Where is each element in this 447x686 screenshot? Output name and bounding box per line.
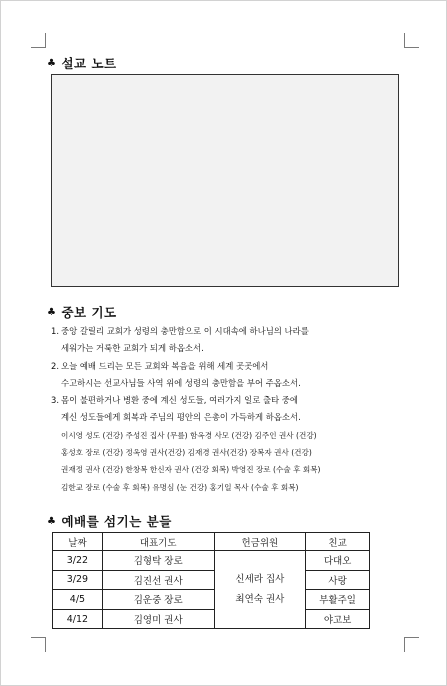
cell-date: 3/22 xyxy=(53,551,103,571)
table-row xyxy=(53,609,370,629)
cell-prayer: 김영미 권사 xyxy=(102,609,214,629)
cell-fellowship: 야고보 xyxy=(306,609,370,629)
prayer-item xyxy=(51,392,401,427)
table-header-row xyxy=(53,533,370,551)
table-row xyxy=(53,570,370,590)
cell-date: 3/29 xyxy=(53,570,103,590)
prayer-item-number: 1. xyxy=(51,326,59,336)
offering-name: 신세라 집사 xyxy=(235,573,285,585)
prayer-names-line: 김한교 장로 (수술 후 회복) 유명심 (눈 건강) 홍기일 목사 (수술 후 회복) xyxy=(61,482,299,492)
prayer-item-number: 2. xyxy=(51,360,59,371)
cell-date: 4/5 xyxy=(53,590,103,610)
prayer-item-text: 중앙 갈릴리 교회가 성령의 충만함으로 이 시대속에 하나님의 나라를 세워가는 거룩한 교회가 되게 하옵소서. xyxy=(61,326,309,354)
prayer-item xyxy=(51,323,401,358)
offering-name: 최연숙 권사 xyxy=(235,593,285,605)
prayer-title: 중보 기도 xyxy=(61,305,117,320)
cell-offering xyxy=(214,551,306,629)
club-icon: ♣ xyxy=(47,306,57,318)
prayer-heading xyxy=(47,303,117,321)
prayer-item-text: 몸이 불편하거나 병환 중에 계신 성도들, 여러가지 일로 출타 중에 계신 성도들에게 회복과 주님의 평안의 은총이 가득하게 하옵소서. xyxy=(61,395,301,423)
prayer-names-line: 홍성호 장로 (건강) 정옥영 권사(건강) 김재경 권사(건강) 장복자 권사 (건강) xyxy=(61,448,312,458)
servers-title: 예배를 섬기는 분들 xyxy=(61,514,172,529)
header-fellowship: 친교 xyxy=(306,533,370,551)
sermon-notes-box[interactable] xyxy=(51,74,399,287)
servers-heading xyxy=(47,512,172,530)
cell-prayer: 김형탁 장로 xyxy=(102,551,214,571)
prayer-item-text: 오늘 예배 드리는 모든 교회와 복음을 위해 세계 곳곳에서 수고하시는 선교사님들 사역 위에 성령의 충만함을 부어 주옵소서. xyxy=(61,360,301,388)
prayer-list xyxy=(51,323,401,427)
crop-mark-top-left xyxy=(31,33,46,48)
header-offering: 헌금위원 xyxy=(214,533,306,551)
crop-mark-bottom-left xyxy=(31,637,46,652)
table-row xyxy=(53,590,370,610)
prayer-names-line: 이시영 성도 (건강) 주성진 집사 (무릎) 함옥경 사모 (건강) 김주인 권사 (건강) xyxy=(61,431,317,440)
crop-mark-top-right xyxy=(404,33,419,48)
prayer-item xyxy=(51,358,401,393)
prayer-item-number: 3. xyxy=(51,395,59,406)
table-row xyxy=(53,551,370,571)
service-table xyxy=(52,532,370,629)
cell-prayer: 김진선 권사 xyxy=(102,570,214,590)
cell-fellowship: 부활주일 xyxy=(306,590,370,610)
header-date: 날짜 xyxy=(53,533,103,551)
sermon-notes-heading xyxy=(47,54,117,72)
cell-date: 4/12 xyxy=(53,609,103,629)
cell-fellowship: 다대오 xyxy=(306,551,370,571)
header-prayer: 대표기도 xyxy=(102,533,214,551)
cell-prayer: 김운중 장로 xyxy=(102,590,214,610)
prayer-names xyxy=(61,427,401,496)
crop-mark-bottom-right xyxy=(404,637,419,652)
club-icon: ♣ xyxy=(47,57,57,69)
prayer-names-line: 권재정 권사 (건강) 한창복 한신자 권사 (건강 회복) 박영진 장로 (수술 후 회복) xyxy=(61,465,321,475)
sermon-notes-title: 설교 노트 xyxy=(61,56,117,71)
club-icon: ♣ xyxy=(47,515,57,527)
cell-fellowship: 사랑 xyxy=(306,570,370,590)
